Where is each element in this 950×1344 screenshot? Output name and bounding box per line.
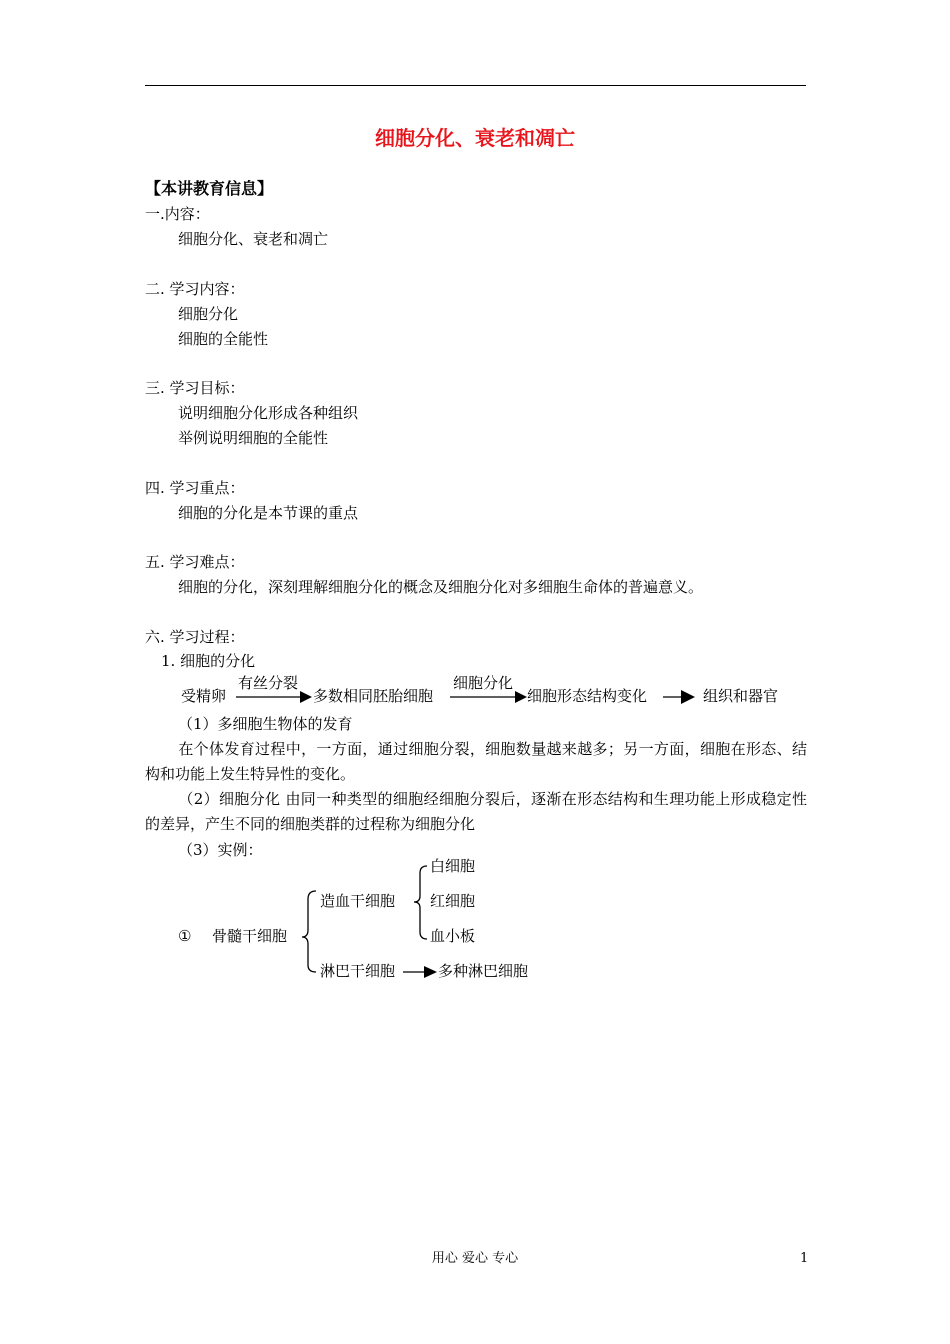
key-point-item: 细胞的分化是本节课的重点: [178, 504, 359, 522]
sub2-text: （2）细胞分化 由同一种类型的细胞经细胞分裂后，逐渐在形态结构和生理功能上形成稳定性的差异，产生不同的细胞类群的过程称为细胞分化: [145, 790, 807, 833]
section-heading-difficulties: 五. 学习难点：: [145, 553, 245, 571]
sub1-title: （1）多细胞生物体的发育: [178, 715, 353, 733]
section-heading-goals: 三. 学习目标：: [145, 379, 245, 397]
tree-leaf: 红细胞: [430, 892, 476, 910]
goal-item: 举例说明细胞的全能性: [178, 429, 329, 447]
section-heading-key-points: 四. 学习重点：: [145, 479, 245, 497]
tree-branch2-result: 多种淋巴细胞: [438, 962, 529, 980]
tree-branch1: 造血干细胞: [320, 892, 396, 910]
page-title: 细胞分化、衰老和凋亡: [375, 126, 575, 150]
sub1-text: 在个体发育过程中，一方面，通过细胞分裂，细胞数量越来越多；另一方面，细胞在形态、结构和功能上发生特异性的变化。: [145, 740, 807, 783]
learning-content-item: 细胞的全能性: [178, 330, 269, 348]
flow-end: 组织和器官: [703, 687, 779, 705]
content-item: 细胞分化、衰老和凋亡: [178, 230, 329, 248]
branch2-arrow-head-icon: [424, 966, 437, 978]
flow-step3: 细胞形态结构变化: [527, 687, 648, 705]
tree-leaf: 血小板: [430, 927, 476, 945]
branch1-brace-icon: [414, 866, 427, 939]
flow-step2: 多数相同胚胎细胞: [313, 687, 434, 705]
flow-arrow2-head-icon: [515, 691, 527, 703]
page-number: 1: [800, 1251, 809, 1266]
root-brace-icon: [302, 891, 316, 972]
section-header: 【本讲教育信息】: [145, 179, 274, 198]
flow-arrow3-head-icon: [681, 690, 695, 704]
tree-leaf: 白细胞: [430, 857, 476, 875]
difficulty-item: 细胞的分化，深刻理解细胞分化的概念及细胞分化对多细胞生命体的普遍意义。: [178, 578, 704, 596]
tree-branch2: 淋巴干细胞: [320, 962, 396, 980]
flow-arrow1-label: 有丝分裂: [238, 674, 299, 692]
tree-root: 骨髓干细胞: [212, 927, 288, 945]
section-heading-learning-content: 二. 学习内容：: [145, 280, 245, 298]
process-item: 1. 细胞的分化: [161, 652, 256, 670]
footer-motto: 用心 爱心 专心: [431, 1251, 519, 1266]
flow-start: 受精卵: [181, 687, 227, 705]
flow-arrow2-label: 细胞分化: [453, 674, 514, 692]
sub3-title: （3）实例：: [178, 841, 263, 859]
example-marker: ①: [178, 927, 192, 945]
section-heading-process: 六. 学习过程：: [145, 628, 245, 646]
goal-item: 说明细胞分化形成各种组织: [178, 404, 359, 422]
flow-arrow1-head-icon: [300, 691, 312, 703]
learning-content-item: 细胞分化: [178, 305, 239, 323]
section-heading-content: 一.内容：: [145, 205, 210, 223]
